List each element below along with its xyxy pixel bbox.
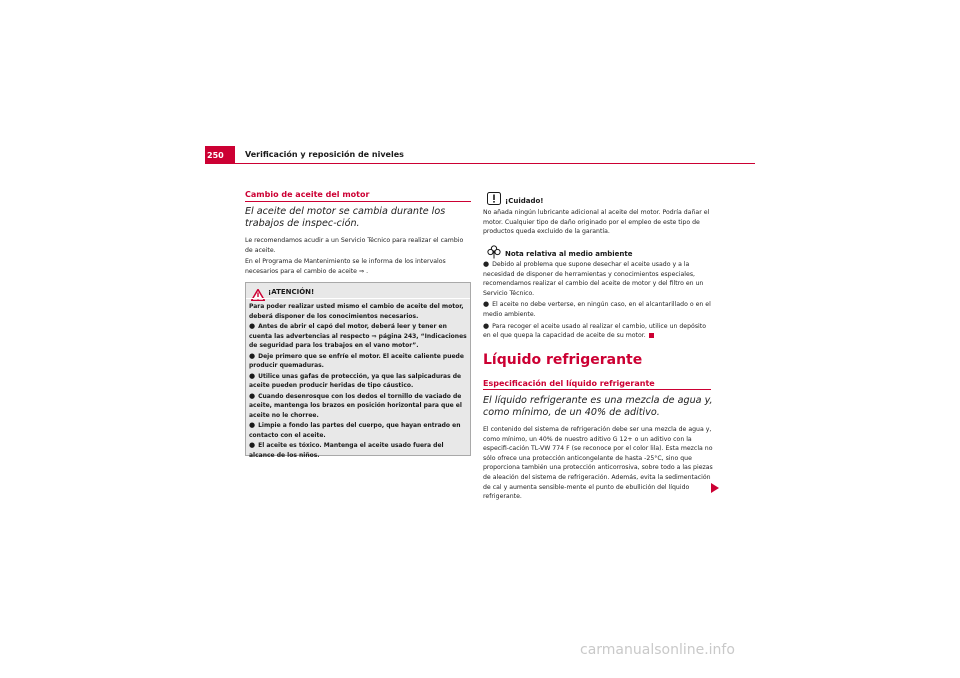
section-intro: El líquido refrigerante es una mezcla de agua y, como mínimo, de un 40% de aditivo.: [483, 395, 713, 418]
list-item: ● El aceite no debe verterse, en ningún caso, en el alcantarillado o en el medio ambiente.: [483, 300, 711, 318]
section-heading-coolant-spec: Especificación del líquido refrigerante: [483, 379, 655, 388]
list-item: ● Cuando desenrosque con los dedos el tornillo de vaciado de aceite, mantenga los brazos en posición horizontal para que el aceite no le chorree.: [249, 391, 462, 419]
caution-title: ¡Cuidado!: [505, 197, 544, 205]
warning-title: ¡ATENCIÓN!: [268, 288, 315, 296]
next-page-arrow-icon: [711, 478, 719, 497]
coolant-text: El contenido del sistema de refrigeración debe ser una mezcla de agua y, como mínimo, un 40% de nuestro aditivo G 12+ o un aditivo con la especifi-cación TL-VW 774 F (se reconoce por el color lila). Esta mezcla no sólo ofrece una protección anticongelante de hasta -25°C, sino que proporciona también una protección anticorrosiva, sobre todo a las piezas de aleación del sistema de refrigeración. Además, evita la sedimentación de cal y aumenta sensible-mente el punto de ebullición del líquido refrigerante.: [483, 426, 713, 501]
list-item: ● Debido al problema que supone desechar el aceite usado y a la necesidad de disponer de herramientas y conocimientos especiales, recomendamos realizar el cambio del aceite de motor y del filtro en un Servicio Técnico.: [483, 260, 704, 297]
bullet-icon: ●: [249, 441, 256, 449]
section-heading-oil-change: Cambio de aceite del motor: [245, 190, 370, 199]
paragraph: Le recomendamos acudir a un Servicio Técnico para realizar el cambio de aceite.: [245, 237, 464, 254]
bullet-icon: ●: [249, 421, 256, 429]
section-end-marker: [649, 333, 654, 338]
bullet-icon: ●: [249, 351, 256, 360]
caution-icon: [487, 190, 501, 209]
list-item: ● Para recoger el aceite usado al realizar el cambio, utilice un depósito en el que quepa la capacidad de aceite de su motor.: [483, 321, 706, 340]
paragraph: En el Programa de Mantenimiento se le informa de los intervalos necesarios para el cambio de aceite ⇒ .: [245, 258, 446, 275]
page-number: 250: [205, 146, 235, 163]
chapter-heading-coolant: Líquido refrigerante: [483, 352, 643, 368]
list-item: ● Utilice unas gafas de protección, ya que las salpicaduras de aceite pueden producir heridas de tipo cáustico.: [249, 371, 462, 389]
section-divider: [483, 389, 711, 390]
list-item: ● Antes de abrir el capó del motor, deberá leer y tener en cuenta las advertencias al respecto ⇒ página 243, “Indicaciones de seguridad para los trabajos en el vano motor”.: [249, 322, 467, 349]
environment-title: Nota relativa al medio ambiente: [505, 250, 633, 258]
bullet-icon: ●: [483, 300, 490, 309]
list-item: ● Limpie a fondo las partes del cuerpo, que hayan entrado en contacto con el aceite.: [249, 421, 461, 439]
bullet-icon: ●: [483, 260, 490, 268]
bullet-icon: ●: [483, 321, 490, 330]
chapter-title: Verificación y reposición de niveles: [245, 150, 404, 159]
section-divider: [245, 201, 471, 202]
body-text: [245, 236, 471, 278]
warning-divider: [246, 298, 470, 299]
environment-list: [483, 260, 711, 343]
bullet-icon: ●: [249, 371, 256, 380]
header-divider: [205, 163, 755, 164]
caution-text: No añada ningún lubricante adicional al aceite del motor. Podría dañar el motor. Cualquier tipo de daño originado por el empleo de este tipo de productos queda excluido de la garantía.: [483, 209, 710, 236]
list-item: ● El aceite es tóxico. Mantenga el aceite usado fuera del alcance de los niños.: [249, 441, 444, 459]
warning-lead: Para poder realizar usted mismo el cambio de aceite del motor, deberá disponer de los conocimientos necesarios.: [249, 303, 464, 320]
warning-content: [249, 302, 467, 461]
bullet-icon: ●: [249, 391, 256, 400]
section-intro: El aceite del motor se cambia durante los trabajos de inspec-ción.: [245, 206, 446, 229]
bullet-icon: ●: [249, 322, 256, 330]
list-item: ● Deje primero que se enfríe el motor. El aceite caliente puede producir quemaduras.: [249, 351, 464, 369]
watermark: carmanualsonline.info: [580, 642, 735, 658]
